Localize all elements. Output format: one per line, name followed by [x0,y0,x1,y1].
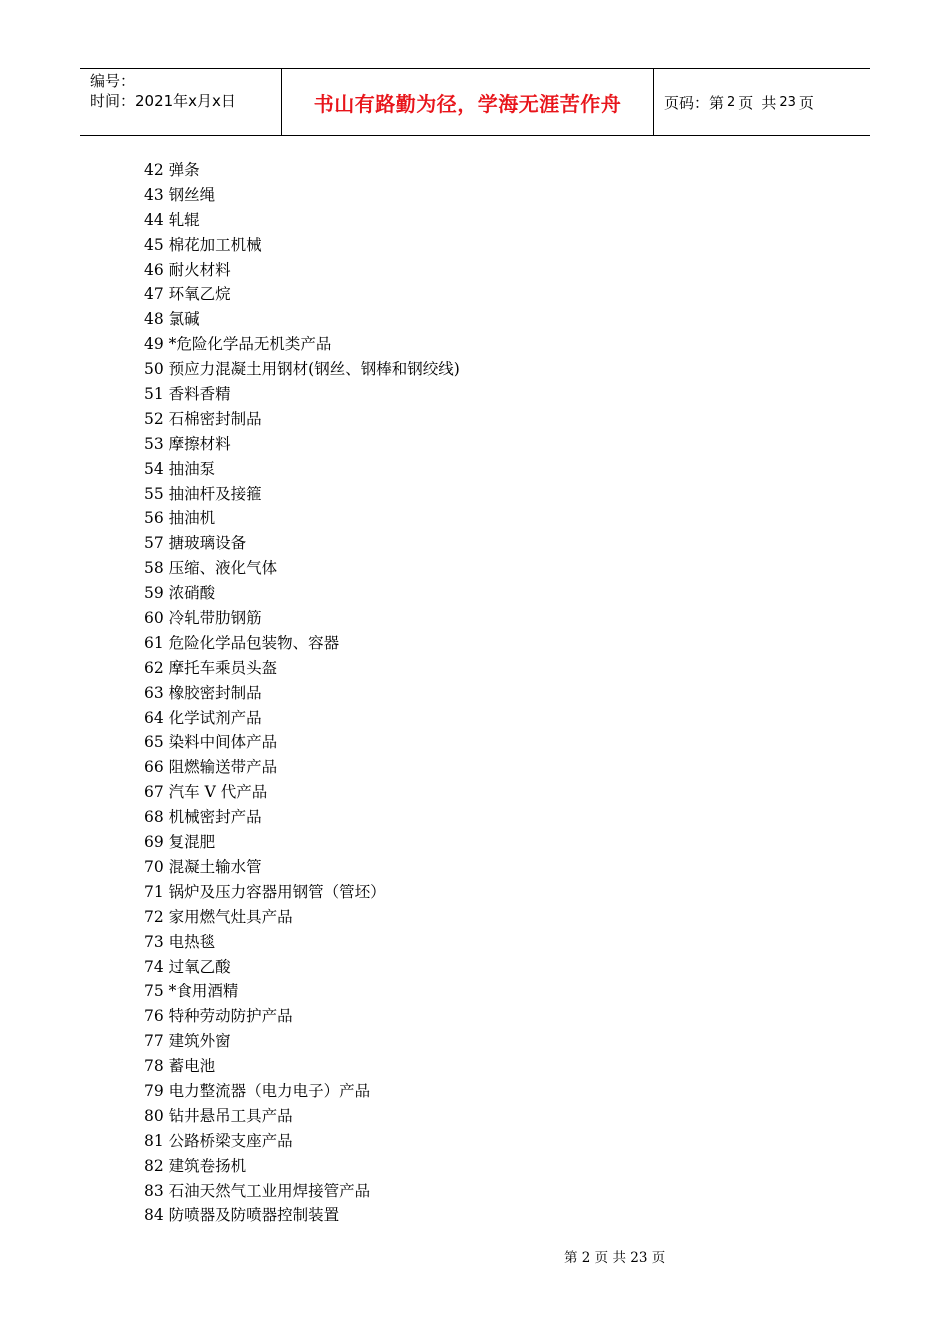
list-item: 45 棉花加工机械 [144,235,262,254]
list-item: 77 建筑外窗 [144,1032,231,1051]
page-total-prefix: 共 [761,93,777,112]
list-item: 75 *食用酒精 [144,982,239,1001]
list-item: 65 染料中间体产品 [144,733,278,752]
list-item: 53 摩擦材料 [144,434,231,453]
page-total: 23 [779,94,796,110]
list-item: 83 石油天然气工业用焊接管产品 [144,1181,371,1200]
header-motto: 书山有路勤为径，学海无涯苦作舟 [313,91,622,116]
list-item: 52 石棉密封制品 [144,409,262,428]
list-item: 66 阻燃输送带产品 [144,758,278,777]
page-mid: 页 [738,93,754,112]
list-item: 61 危险化学品包装物、容器 [144,633,340,652]
list-item: 59 浓硝酸 [144,584,216,603]
list-item: 69 复混肥 [144,833,216,852]
list-item: 55 抽油杆及接箍 [144,484,262,503]
list-item: 76 特种劳动防护产品 [144,1007,293,1026]
list-item: 80 钻井悬吊工具产品 [144,1106,293,1125]
list-item: 74 过氧乙酸 [144,957,231,976]
list-item: 81 公路桥梁支座产品 [144,1131,293,1150]
list-item: 60 冷轧带肋钢筋 [144,609,262,628]
list-item: 44 轧辊 [144,210,200,229]
list-item: 73 电热毯 [144,932,216,951]
page-suffix: 页 [798,93,814,112]
header-meta [80,69,282,135]
page-current: 2 [727,94,736,110]
list-item: 79 电力整流器（电力电子）产品 [144,1081,371,1100]
header-motto-cell [282,69,654,135]
page-header [80,68,870,136]
list-item: 48 氯碱 [144,310,200,329]
document-time-label: 时间：2021年x月x日 [90,92,236,110]
list-item: 56 抽油机 [144,509,216,528]
list-item: 70 混凝土输水管 [144,857,262,876]
product-list [144,158,460,1228]
list-item: 64 化学试剂产品 [144,708,262,727]
list-item: 46 耐火材料 [144,260,231,279]
list-item: 58 压缩、液化气体 [144,559,278,578]
list-item: 57 搪玻璃设备 [144,534,247,553]
list-item: 67 汽车 V 代产品 [144,783,268,802]
list-item: 42 弹条 [144,161,200,179]
list-item: 51 香料香精 [144,385,231,404]
page-prefix: 页码：第 [664,93,725,112]
list-item: 63 橡胶密封制品 [144,683,262,702]
header-page-info [654,69,870,135]
list-item: 84 防喷器及防喷器控制装置 [144,1206,340,1225]
list-item: 82 建筑卷扬机 [144,1156,247,1175]
list-item: 50 预应力混凝土用钢材(钢丝、钢棒和钢绞线) [144,360,460,379]
document-number-label: 编号： [90,72,136,90]
list-item: 47 环氧乙烷 [144,285,231,304]
list-item: 71 锅炉及压力容器用钢管（管坯） [144,882,386,901]
list-item: 54 抽油泵 [144,459,216,478]
list-item: 62 摩托车乘员头盔 [144,658,278,677]
list-item: 43 钢丝绳 [144,185,216,204]
page-footer: 第 2 页 共 23 页 [564,1250,666,1266]
list-item: 72 家用燃气灶具产品 [144,907,293,926]
list-item: 78 蓄电池 [144,1057,216,1076]
list-item: 68 机械密封产品 [144,808,262,827]
list-item: 49 *危险化学品无机类产品 [144,335,332,354]
